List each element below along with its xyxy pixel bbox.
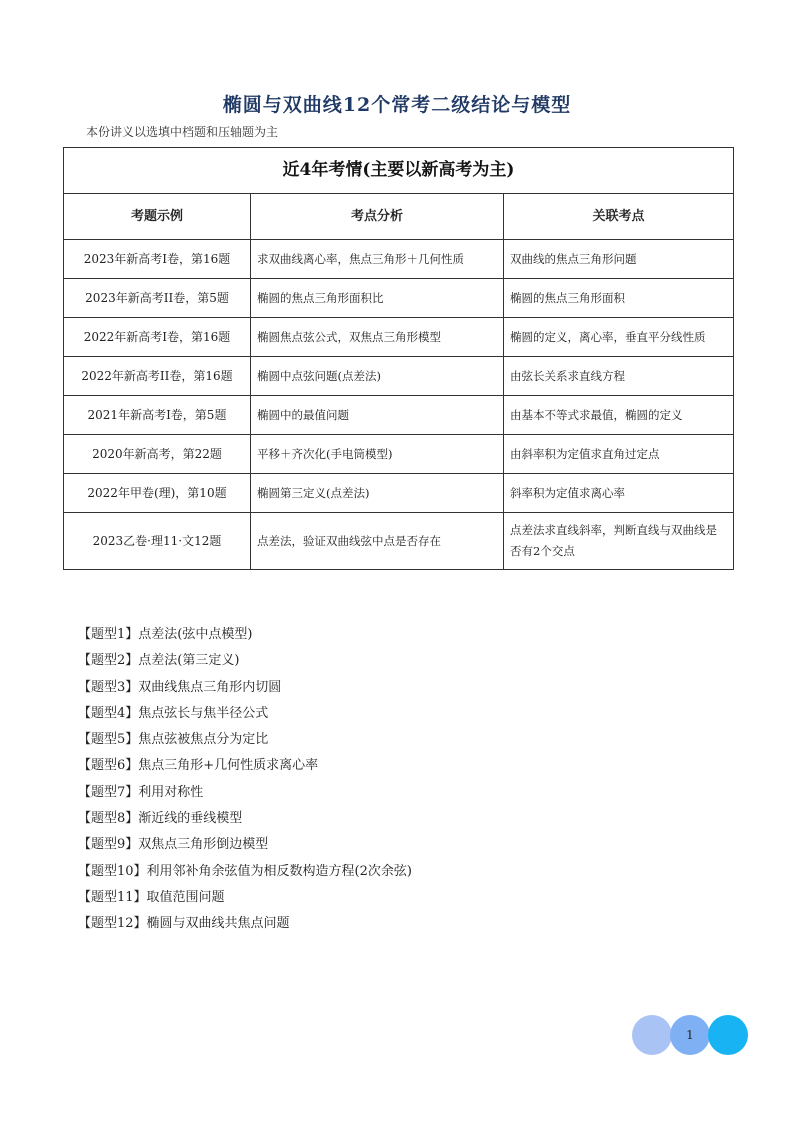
table-row [64,357,734,396]
question-type-item: 【题型12】椭圆与双曲线共焦点问题 [78,916,290,932]
question-type-item: 【题型2】点差法(第三定义) [78,653,240,669]
table-row [64,396,734,435]
exam-example-cell: 2023乙卷·理11·文12题 [64,513,251,570]
header-related-topic: 关联考点 [504,194,734,240]
question-type-item: 【题型5】焦点弦被焦点分为定比 [78,732,269,748]
page-dot-left [632,1015,672,1055]
table-row [64,513,734,570]
document-subtitle: 本份讲义以选填中档题和压轴题为主 [86,125,279,139]
question-type-item: 【题型8】渐近线的垂线模型 [78,811,243,827]
question-type-item: 【题型6】焦点三角形+几何性质求离心率 [78,758,319,774]
related-topic-cell: 由弦长关系求直线方程 [504,357,734,396]
question-type-item: 【题型9】双焦点三角形倒边模型 [78,837,269,853]
related-topic-cell: 由基本不等式求最值，椭圆的定义 [504,396,734,435]
page-indicator [632,1015,750,1055]
question-type-item: 【题型1】点差法(弦中点模型) [78,627,253,642]
question-type-list [78,622,412,938]
related-topic-cell: 点差法求直线斜率，判断直线与双曲线是否有2个交点 [504,513,734,570]
page-number: 1 [686,1028,694,1042]
topic-analysis-cell: 椭圆的焦点三角形面积比 [251,279,504,318]
table-row [64,279,734,318]
header-topic-analysis: 考点分析 [251,194,504,240]
table-row [64,318,734,357]
related-topic-cell: 由斜率积为定值求直角过定点 [504,435,734,474]
topic-analysis-cell: 点差法，验证双曲线弦中点是否存在 [251,513,504,570]
exam-example-cell: 2023年新高考I卷，第16题 [64,240,251,279]
related-topic-cell: 椭圆的焦点三角形面积 [504,279,734,318]
table-header-row [64,194,734,240]
document-title: 椭圆与双曲线12个常考二级结论与模型 [222,94,572,116]
topic-analysis-cell: 椭圆中点弦问题(点差法) [251,357,504,396]
table-banner: 近4年考情(主要以新高考为主) [64,148,734,194]
exam-example-cell: 2022年甲卷(理)，第10题 [64,474,251,513]
topic-analysis-cell: 椭圆第三定义(点差法) [251,474,504,513]
related-topic-cell: 双曲线的焦点三角形问题 [504,240,734,279]
exam-example-cell: 2022年新高考I卷，第16题 [64,318,251,357]
topic-analysis-cell: 平移＋齐次化(手电筒模型) [251,435,504,474]
question-type-item: 【题型7】利用对称性 [78,784,204,800]
question-type-item: 【题型11】取值范围问题 [78,889,225,905]
related-topic-cell: 斜率积为定值求离心率 [504,474,734,513]
topic-analysis-cell: 椭圆中的最值问题 [251,396,504,435]
exam-example-cell: 2023年新高考II卷，第5题 [64,279,251,318]
table-row [64,435,734,474]
header-exam-example: 考题示例 [64,194,251,240]
question-type-item: 【题型4】焦点弦长与焦半径公式 [78,705,269,721]
question-type-item: 【题型3】双曲线焦点三角形内切圆 [78,679,282,695]
exam-example-cell: 2020年新高考，第22题 [64,435,251,474]
related-topic-cell: 椭圆的定义，离心率，垂直平分线性质 [504,318,734,357]
exam-example-cell: 2021年新高考I卷，第5题 [64,396,251,435]
topic-analysis-cell: 求双曲线离心率，焦点三角形＋几何性质 [251,240,504,279]
exam-table [63,147,734,570]
table-row [64,474,734,513]
topic-analysis-cell: 椭圆焦点弦公式，双焦点三角形模型 [251,318,504,357]
exam-example-cell: 2022年新高考II卷，第16题 [64,357,251,396]
page-dot-right [708,1015,748,1055]
question-type-item: 【题型10】利用邻补角余弦值为相反数构造方程(2次余弦) [78,863,412,879]
table-row [64,240,734,279]
